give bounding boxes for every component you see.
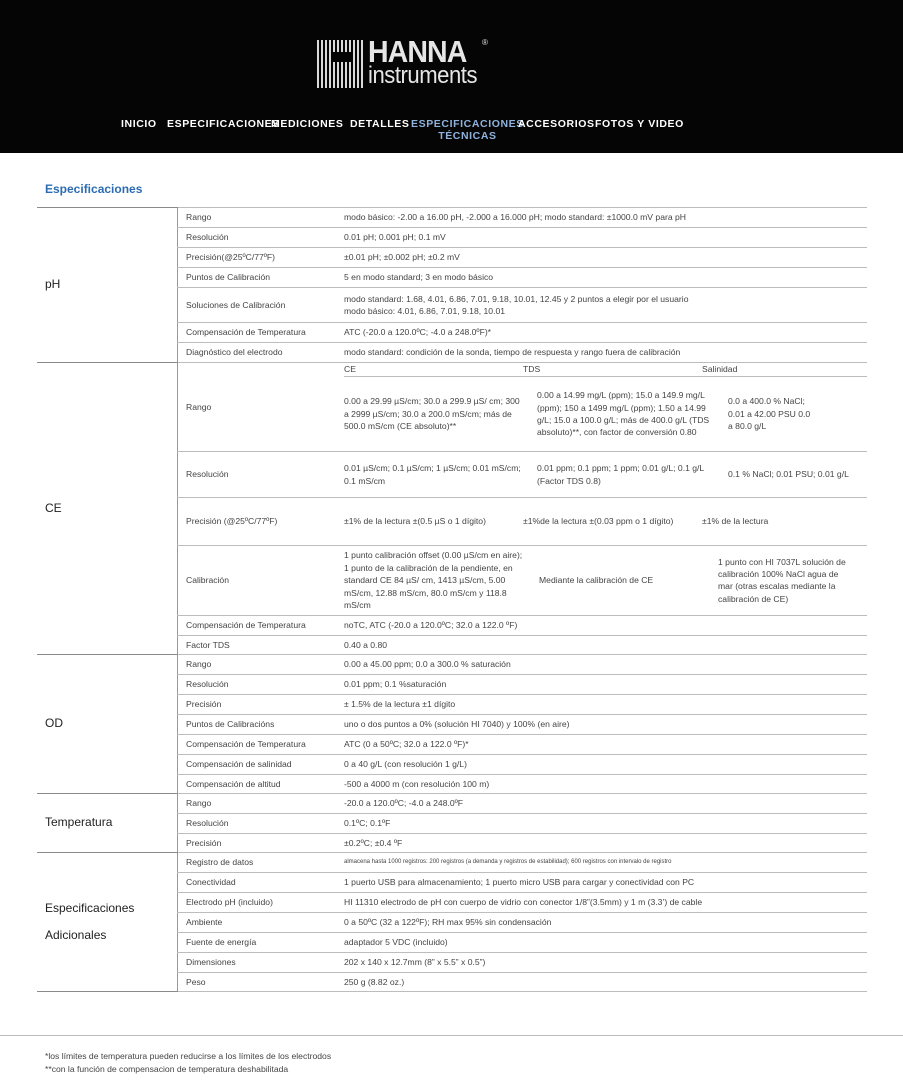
ce-calibracion-ce: 1 punto calibración offset (0.00 µS/cm en aire); 1 punto de la calibración de la pendiente, en standard CE 84 µS/ cm, 1413 µS/cm, 5.00 mS/cm, 12.88 mS/cm, 80.0 mS/cm y 118.8 mS/cm (344, 550, 523, 611)
ph-value-resolucion: 0.01 pH; 0.001 pH; 0.1 mV (344, 228, 867, 248)
ce-precision-ce: ±1% de la lectura ±(0.5 µS o 1 dígito) (344, 516, 486, 527)
temp-value-resolucion: 0.1ºC; 0.1ºF (344, 814, 867, 834)
group-temperatura: Temperatura (37, 794, 178, 853)
ce-rango-salinidad: 0.0 a 400.0 % NaCl; 0.01 a 42.00 PSU 0.0 a 80.0 g/L (728, 396, 811, 432)
ce-calibracion-tds: Mediante la calibración de CE (539, 575, 654, 586)
add-value-dimensiones: 202 x 140 x 12.7mm (8” x 5.5” x 0.5”) (344, 953, 867, 973)
nav-detalles[interactable]: DETALLES (350, 118, 410, 130)
add-value-conectividad: 1 puerto USB para almacenamiento; 1 puerto micro USB para cargar y conectividad con PC (344, 873, 867, 893)
temp-label-precision: Precisión (178, 834, 345, 853)
temp-value-precision: ±0.2ºC; ±0.4 ºF (344, 834, 867, 853)
ce-label-factor-tds: Factor TDS (178, 636, 345, 655)
add-value-fuente: adaptador 5 VDC (incluido) (344, 933, 867, 953)
add-value-registro: almacena hasta 1000 registros: 200 registros (a demanda y registros de estabilidad); 600 registros con intervalo de registro (344, 853, 867, 873)
add-value-electrodo: HI 11310 electrodo de pH con cuerpo de vidrio con conector 1/8”(3.5mm) y 1 m (3.3’) de cable (344, 893, 867, 913)
ce-value-factor-tds: 0.40 a 0.80 (344, 636, 867, 655)
ph-soluciones-standard: modo standard: 1.68, 4.01, 6.86, 7.01, 9.18, 10.01, 12.45 y 2 puntos a elegir por el usuario (344, 293, 689, 304)
ce-precision-salinidad: ±1% de la lectura (702, 516, 769, 527)
nav-inicio[interactable]: INICIO (121, 118, 157, 130)
od-label-comp-salinidad: Compensación de salinidad (178, 755, 345, 775)
ce-col-head-ce: CE (344, 364, 356, 375)
ph-value-rango: modo básico: -2.00 a 16.00 pH, -2.000 a 16.000 pH; modo standard: ±1000.0 mV para pH (344, 208, 867, 228)
add-value-ambiente: 0 a 50ºC (32 a 122ºF); RH max 95% sin condensación (344, 913, 867, 933)
main-nav (0, 118, 903, 148)
ce-resolucion-ce: 0.01 µS/cm; 0.1 µS/cm; 1 µS/cm; 0.01 mS/cm; 0.1 mS/cm (344, 463, 521, 486)
nav-esp-tecnicas-line2: TÉCNICAS (438, 130, 497, 142)
footer-divider (0, 1035, 903, 1036)
ce-resolucion-salinidad: 0.1 % NaCl; 0.01 PSU; 0.01 g/L (728, 469, 849, 480)
od-label-comp-altitud: Compensación de altitud (178, 775, 345, 794)
ph-value-soluciones (344, 288, 867, 323)
ce-calibracion-salinidad: 1 punto con HI 7037L solución de calibración 100% NaCl agua de mar (otras escalas mediante la calibración de CE) (718, 556, 846, 604)
add-label-registro: Registro de datos (178, 853, 345, 873)
hanna-logo[interactable] (316, 34, 491, 90)
add-label-electrodo: Electrodo pH (incluido) (178, 893, 345, 913)
add-label-dimensiones: Dimensiones (178, 953, 345, 973)
ph-value-compensacion: ATC (-20.0 a 120.0ºC; -4.0 a 248.0ºF)* (344, 323, 867, 343)
od-label-precision: Precisión (178, 695, 345, 715)
nav-esp-tecnicas-line1: ESPECIFICACIONES (411, 118, 524, 130)
add-label-fuente: Fuente de energía (178, 933, 345, 953)
ph-label-compensacion: Compensación de Temperatura (178, 323, 345, 343)
ph-value-puntos: 5 en modo standard; 3 en modo básico (344, 268, 867, 288)
group-ph: pH (37, 208, 178, 363)
ce-label-precision: Precisión (@25ºC/77ºF) (178, 498, 345, 546)
temp-value-rango: -20.0 a 120.0ºC; -4.0 a 248.0ºF (344, 794, 867, 814)
logo-main-text: HANNA (368, 34, 467, 69)
section-title: Especificaciones (45, 182, 143, 196)
od-value-comp-altitud: -500 a 4000 m (con resolución 100 m) (344, 775, 867, 794)
ph-label-resolucion: Resolución (178, 228, 345, 248)
od-label-comp-temp: Compensación de Temperatura (178, 735, 345, 755)
group-ce: CE (37, 363, 178, 655)
nav-fotos-video[interactable]: FOTOS Y VIDEO (595, 118, 684, 130)
page-header (0, 0, 903, 153)
ph-soluciones-basico: modo básico: 4.01, 6.86, 7.01, 9.18, 10.01 (344, 306, 506, 316)
od-value-rango: 0.00 a 45.00 ppm; 0.0 a 300.0 % saturación (344, 655, 867, 675)
od-value-puntos: uno o dos puntos a 0% (solución HI 7040) y 100% (en aire) (344, 715, 867, 735)
ce-precision-tds: ±1%de la lectura ±(0.03 ppm o 1 dígito) (523, 516, 674, 527)
ce-col-head-tds: TDS (523, 364, 541, 375)
nav-especificaciones[interactable]: ESPECIFICACIONES (167, 118, 280, 130)
od-label-resolucion: Resolución (178, 675, 345, 695)
ph-label-diagnostico: Diagnóstico del electrodo (178, 343, 345, 363)
ce-label-calibracion: Calibración (178, 546, 345, 616)
temp-label-resolucion: Resolución (178, 814, 345, 834)
ce-rango-ce: 0.00 a 29.99 µS/cm; 30.0 a 299.9 µS/ cm; 300 a 2999 µS/cm; 30.0 a 200.0 mS/cm; más de 500.0 mS/cm (CE absoluto)** (344, 396, 520, 432)
ce-rango-tds: 0.00 a 14.99 mg/L (ppm); 15.0 a 149.9 mg/L (ppm); 150 a 1499 mg/L (ppm); 1.50 a 14.99 g/L; 15.0 a 100.0 g/L; más de 400.0 g/L (TDS absoluto)**, con factor de conversión 0.80 (537, 390, 710, 438)
nav-especificaciones-tecnicas[interactable] (411, 118, 524, 142)
nav-accesorios[interactable]: ACCESORIOS (518, 118, 595, 130)
od-label-puntos: Puntos de Calibracións (178, 715, 345, 735)
group-adicionales-line1: Especificaciones (45, 900, 135, 915)
logo-registered-mark: ® (482, 38, 488, 47)
ph-label-soluciones: Soluciones de Calibración (178, 288, 345, 323)
ce-col-head-salinidad: Salinidad (702, 364, 738, 375)
ce-resolucion-tds: 0.01 ppm; 0.1 ppm; 1 ppm; 0.01 g/L; 0.1 g/L (Factor TDS 0.8) (537, 463, 704, 486)
ph-label-puntos: Puntos de Calibración (178, 268, 345, 288)
group-od: OD (37, 655, 178, 794)
add-value-peso: 250 g (8.82 oz.) (344, 973, 867, 992)
nav-mediciones[interactable]: MEDICIONES (271, 118, 344, 130)
od-value-comp-salinidad: 0 a 40 g/L (con resolución 1 g/L) (344, 755, 867, 775)
group-adicionales-line2: Adicionales (45, 928, 107, 942)
ph-label-rango: Rango (178, 208, 345, 228)
group-adicionales (37, 853, 178, 992)
add-label-ambiente: Ambiente (178, 913, 345, 933)
logo-sub-text: instruments (368, 62, 478, 89)
footnote-temperature: *los límites de temperatura pueden reducirse a los límites de los electrodos (45, 1051, 332, 1061)
od-value-precision: ± 1.5% de la lectura ±1 dígito (344, 695, 867, 715)
add-label-peso: Peso (178, 973, 345, 992)
logo-barcode-icon (316, 38, 366, 90)
add-label-conectividad: Conectividad (178, 873, 345, 893)
ce-label-rango: Rango (178, 363, 345, 452)
ce-label-compensacion: Compensación de Temperatura (178, 616, 345, 636)
od-value-resolucion: 0.01 ppm; 0.1 %saturación (344, 675, 867, 695)
ph-value-precision: ±0.01 pH; ±0.002 pH; ±0.2 mV (344, 248, 867, 268)
footnote-compensation: **con la función de compensacion de temperatura deshabilitada (45, 1063, 289, 1074)
od-label-rango: Rango (178, 655, 345, 675)
ph-value-diagnostico: modo standard: condición de la sonda, tiempo de respuesta y rango fuera de calibración (344, 343, 867, 363)
ph-label-precision: Precisión(@25ºC/77ºF) (178, 248, 345, 268)
ce-label-resolucion: Resolución (178, 452, 345, 498)
footnotes (45, 1050, 331, 1076)
spec-table (37, 207, 867, 992)
temp-label-rango: Rango (178, 794, 345, 814)
od-value-comp-temp: ATC (0 a 50ºC; 32.0 a 122.0 ºF)* (344, 735, 867, 755)
ce-value-compensacion: noTC, ATC (-20.0 a 120.0ºC; 32.0 a 122.0 ºF) (344, 616, 867, 636)
